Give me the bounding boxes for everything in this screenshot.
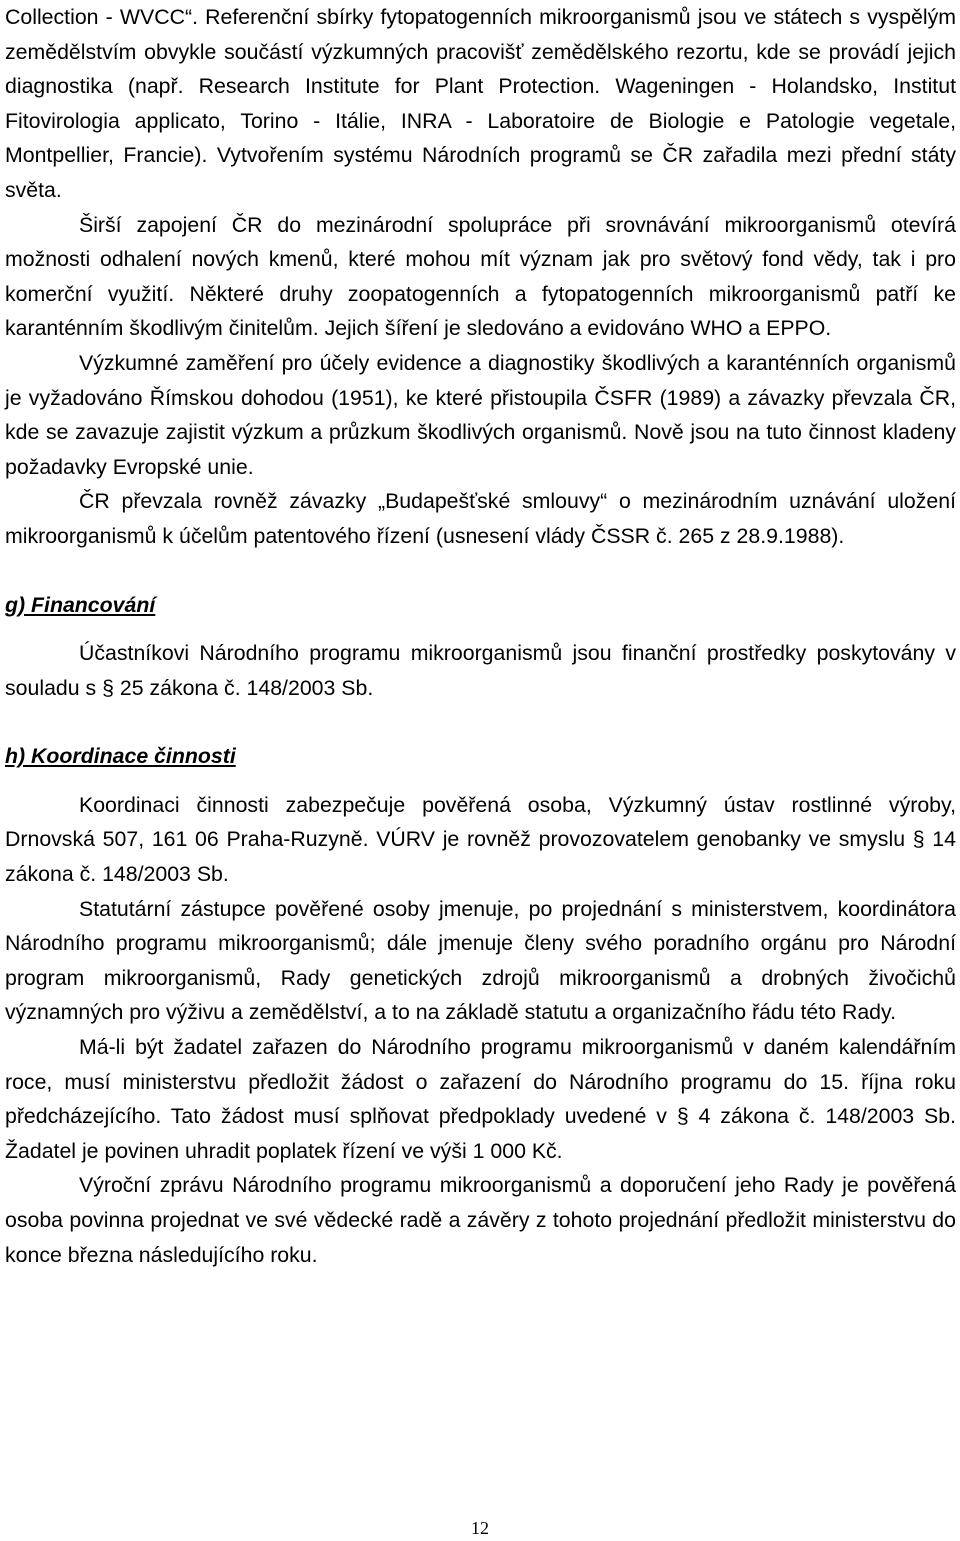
paragraph-application: Má-li být žadatel zařazen do Národního programu mikroorganismů v daném kalendářním roce, musí ministerstvu předložit žádost o zařazení do Národního programu do 15. října roku předcházejícího. Tato žádost musí splňovat předpoklady uvedené v § 4 zákona č. 148/2003 Sb. Žadatel je povinen uhradit poplatek řízení ve výši 1 000 Kč. [5, 1035, 956, 1163]
section-heading-financing: g) Financování [5, 592, 156, 617]
paragraph-research-focus: Výzkumné zaměření pro účely evidence a diagnostiky škodlivých a karanténních organismů je vyžadováno Římskou dohodou (1951), ke které přistoupila ČSFR (1989) a závazky převzala ČR, kde se zavazuje zajistit výzkum a průzkum škodlivých organismů. Nově jsou na tuto činnost kladeny požadavky Evropské unie. [5, 350, 956, 479]
paragraph-annual-report: Výroční zprávu Národního programu mikroorganismů a doporučení jeho Rady je pověřená osoba povinna projednat ve své vědecké radě a závěry z tohoto projednání předložit ministerstvu do konce března následujícího roku. [5, 1173, 956, 1267]
document-page [5, 0, 956, 1272]
spacer [5, 774, 956, 788]
spacer [5, 705, 956, 739]
spacer [5, 554, 956, 588]
paragraph-international-cooperation: Širší zapojení ČR do mezinárodní spolupráce při srovnávání mikroorganismů otevírá možnosti odhalení nových kmenů, které mohou mít význam jak pro světový fond vědy, tak i pro komerční využití. Některé druhy zoopatogenních a fytopatogenních mikroorganismů patří ke karanténním škodlivým činitelům. Jejich šíření je sledováno a evidováno WHO a EPPO. [5, 212, 956, 341]
paragraph-financing: Účastníkovi Národního programu mikroorganismů jsou finanční prostředky poskytovány v souladu s § 25 zákona č. 148/2003 Sb. [5, 641, 956, 700]
paragraph-statutory-representative: Statutární zástupce pověřené osoby jmenuje, po projednání s ministerstvem, koordinátora Národního programu mikroorganismů; dále jmenuje členy svého poradního orgánu pro Národní program mikroorganismů, Rady genetických zdrojů mikroorganismů a drobných živočichů významných pro výživu a zemědělství, a to na základě statutu a organizačního řádu této Rady. [5, 896, 956, 1025]
spacer [5, 622, 956, 636]
page-number: 12 [471, 1518, 489, 1538]
section-heading-coordination: h) Koordinace činnosti [5, 744, 236, 769]
paragraph-collection-references: Collection - WVCC“. Referenční sbírky fytopatogenních mikroorganismů jsou ve státech s vyspělým zemědělstvím obvykle součástí výzkumných pracovišť zemědělského rezortu, kde se provádí jejich diagnostika (např. Research Institute for Plant Protection. Wageningen - Holandsko, Institut Fitovirologia applicato, Torino - Itálie, INRA - Laboratoire de Biologie e Patologie vegetale, Montpellier, Francie). Vytvořením systému Národních programů se ČR zařadila mezi přední státy světa. [5, 5, 956, 202]
paragraph-budapest-treaty: ČR převzala rovněž závazky „Budapešťské smlouvy“ o mezinárodním uznávání uložení mikroorganismů k účelům patentového řízení (usnesení vlády ČSSR č. 265 z 28.9.1988). [5, 489, 956, 548]
paragraph-coordination-vurv: Koordinaci činnosti zabezpečuje pověřená osoba, Výzkumný ústav rostlinné výroby, Drnovská 507, 161 06 Praha-Ruzyně. VÚRV je rovněž provozovatelem genobanky ve smyslu § 14 zákona č. 148/2003 Sb. [5, 792, 956, 887]
